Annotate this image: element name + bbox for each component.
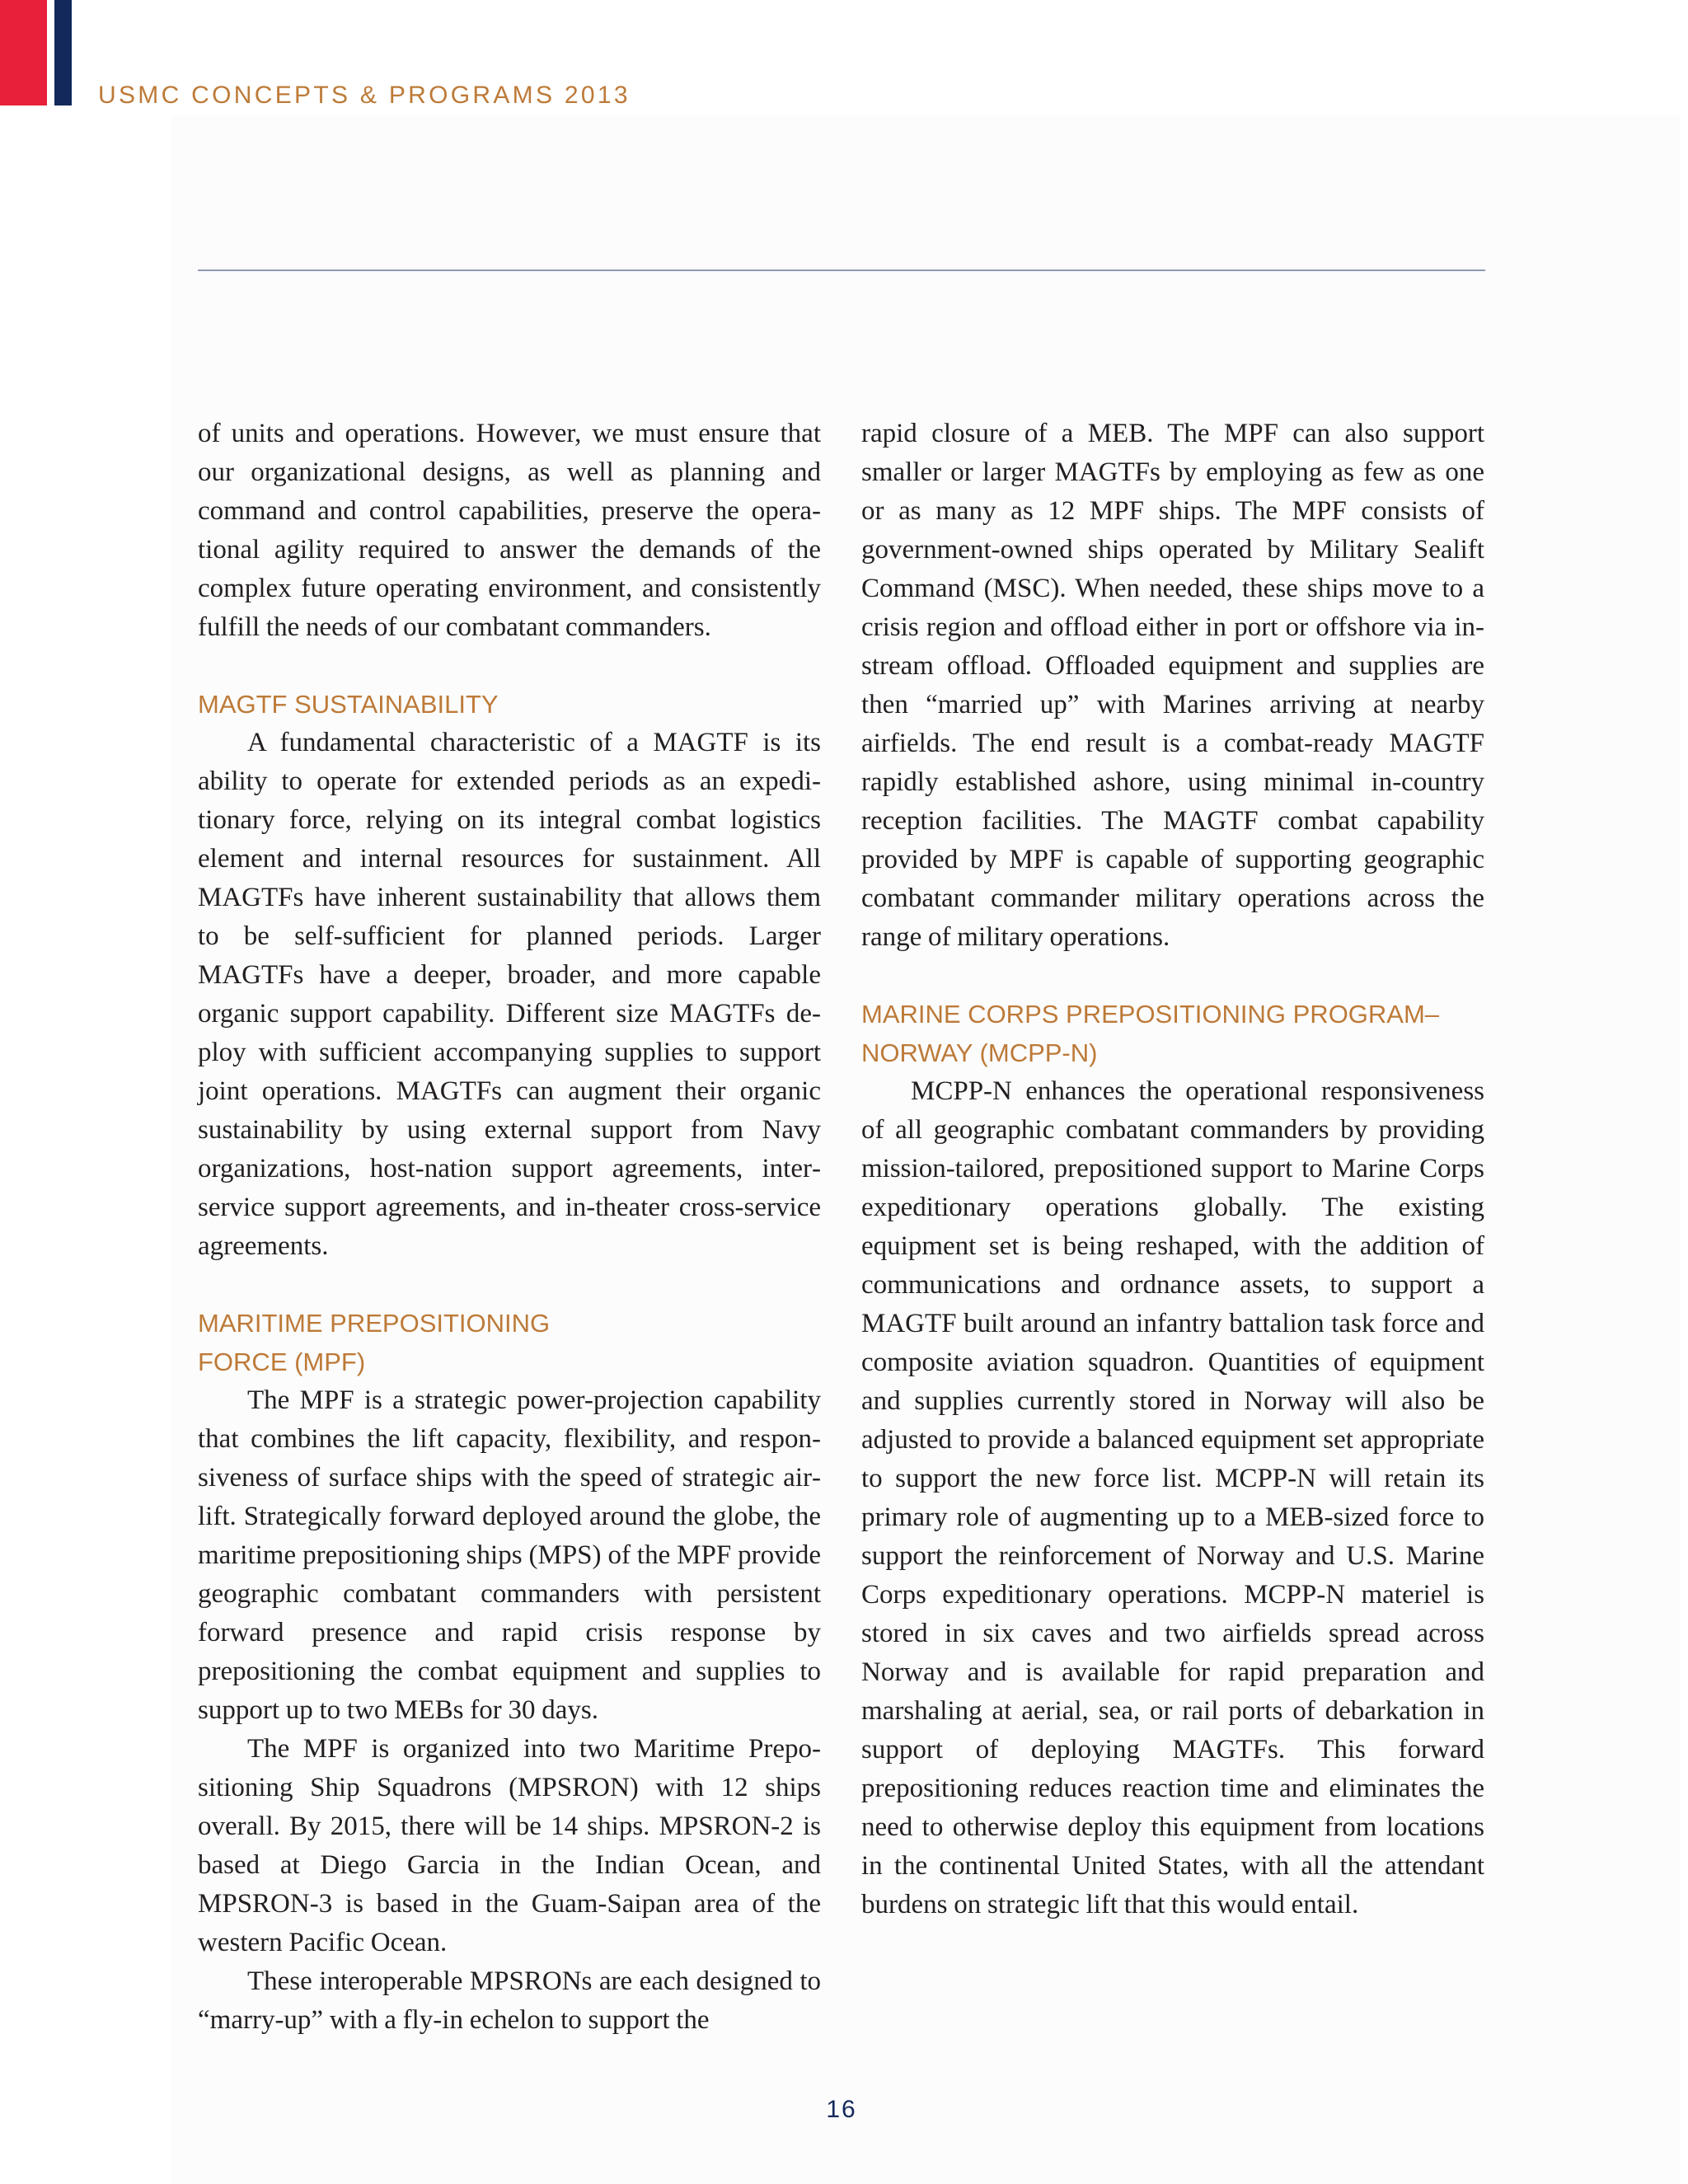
heading-mcpp-n-line2: NORWAY (MCPP-N) — [861, 1038, 1098, 1067]
header-divider-rule — [198, 269, 1485, 271]
spacer — [198, 1266, 821, 1304]
header-navy-bar — [54, 0, 72, 105]
paragraph-sustainability: A fundamental characteristic of a MAGTF is its ability to operate for extended periods as an expeditionary force, relying on its integral combat logistics element and internal resources for sustainment. All MAGTFs have inherent sustainability that allows them to be self-sufficient for planned periods. Larger MAGTFs have a deeper, broader, and more capable organic support capability. Different size MAGTFs deploy with sufficient accompanying supplies to support joint operations. MAGTFs can augment their organic sustainability by using external support from Navy organizations, host-nation support agreements, interservice support agreements, and in-theater cross-service agreements. — [198, 728, 821, 1261]
right-column — [861, 415, 1484, 1924]
paragraph-mpf-3: These interoperable MPSRONs are each designed to “marry-up” with a fly-in echelon to support the — [198, 1966, 821, 2035]
heading-magtf-sustainability: MAGTF SUSTAINABILITY — [198, 690, 499, 719]
running-header-title: USMC CONCEPTS & PROGRAMS 2013 — [98, 82, 631, 109]
paragraph-mpf-continued: rapid closure of a MEB. The MPF can also support smaller or larger MAGTFs by employing as few as one or as many as 12 MPF ships. The MPF consists of government-owned ships operated by Military Sealift Command (MSC). When needed, these ships move to a crisis region and offload either in port or offshore via in-stream offload. Offloaded equipment and supplies are then “married up” with Marines arriving at nearby airfields. The end result is a combat-ready MAGTF rapidly established ashore, using minimal in-country reception facilities. The MAGTF combat capability provided by MPF is capable of supporting geographic combatant commander military operations across the range of military operations. — [861, 419, 1484, 952]
paragraph-mcpp-n: MCPP-N enhances the operational responsiveness of all geographic combatant commanders by providing mission-tailored, prepositioned support to Marine Corps expeditionary operations globally. The existing equipment set is being reshaped, with the addition of communications and ordnance assets, to support a MAGTF built around an infantry battalion task force and composite aviation squadron. Quantities of equipment and supplies currently stored in Norway will also be adjusted to provide a balanced equipment set appropriate to support the new force list. MCPP-N will retain its primary role of augmenting up to a MEB-sized force to support the reinforcement of Norway and U.S. Marine Corps expeditionary operations. MCPP-N materiel is stored in six caves and two airfields spread across Norway and is available for rapid preparation and marshaling at aerial, sea, or rail ports of debarkation in support of deploying MAGTFs. This forward prepositioning reduces reaction time and eliminates the need to otherwise deploy this equipment from locations in the continental United States, with all the attendant burdens on strategic lift that this would entail. — [861, 1076, 1484, 1919]
left-column — [198, 415, 821, 2040]
page-number: 16 — [826, 2096, 857, 2123]
paragraph-mpf-1: The MPF is a strategic power-projection capability that combines the lift capacity, flexibility, and responsiveness of surface ships with the speed of strategic airlift. Strategically forward deployed around the globe, the maritime prepositioning ships (MPS) of the MPF provide geographic combatant commanders with persistent forward presence and rapid crisis response by prepositioning the combat equipment and supplies to support up to two MEBs for 30 days. — [198, 1385, 821, 1725]
heading-mpf-line1: MARITIME PREPOSITIONING — [198, 1309, 551, 1338]
spacer — [198, 647, 821, 685]
header-red-bar — [0, 0, 47, 105]
heading-mpf — [198, 1304, 821, 1381]
heading-mpf-line2: FORCE (MPF) — [198, 1347, 366, 1376]
heading-mcpp-n-line1: MARINE CORPS PREPOSITIONING PROGRAM– — [861, 1000, 1440, 1029]
paragraph-mpf-2: The MPF is organized into two Maritime Prepositioning Ship Squadrons (MPSRON) with 12 ships overall. By 2015, there will be 14 ships. MPSRON-2 is based at Diego Garcia in the Indian Ocean, and MPSRON-3 is based in the Guam-Saipan area of the western Pacific Ocean. — [198, 1734, 821, 1957]
spacer — [861, 957, 1484, 995]
paragraph-intro: of units and operations. However, we must ensure that our organizational designs, as well as planning and command and control capabilities, preserve the operational agility required to answer the demands of the complex future operating environment, and consistently fulfill the needs of our combatant commanders. — [198, 419, 821, 642]
heading-mcpp-n — [861, 995, 1484, 1072]
